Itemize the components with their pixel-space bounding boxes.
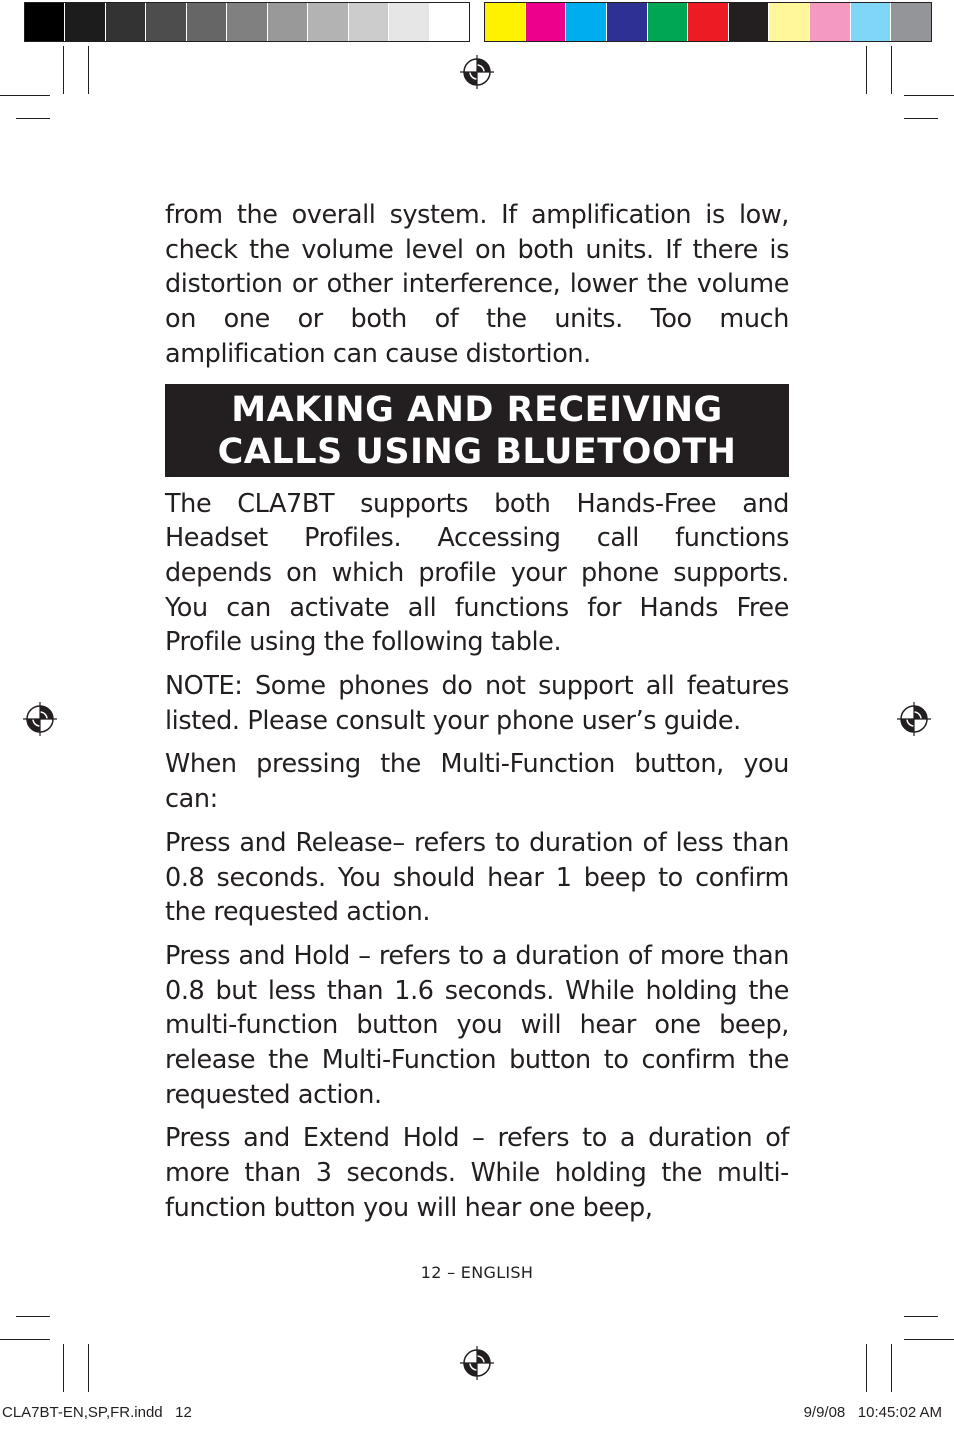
- section-heading: [165, 384, 789, 477]
- process-swatch-2: [526, 3, 567, 41]
- process-swatch-11: [891, 3, 931, 41]
- registration-mark-top-icon: [460, 55, 494, 89]
- registration-mark-right-icon: [897, 702, 931, 736]
- process-swatch-7: [729, 3, 770, 41]
- crop-mark-top-left-horizontal-2: [16, 118, 50, 119]
- crop-mark-bottom-left-vertical-2: [88, 1344, 89, 1392]
- press-release-paragraph: Press and Release– refers to duration of less than 0.8 seconds. You should hear 1 beep to confirm the requested action.: [165, 827, 789, 928]
- process-color-bar: [484, 2, 932, 42]
- section-heading-line-1: MAKING AND RECEIVING: [231, 389, 723, 430]
- process-swatch-3: [566, 3, 607, 41]
- section-heading-line-2: CALLS USING BLUETOOTH: [217, 431, 737, 472]
- process-swatch-5: [648, 3, 689, 41]
- process-swatch-9: [810, 3, 851, 41]
- grayscale-color-bar: [24, 2, 470, 42]
- crop-mark-bottom-left-vertical: [63, 1344, 64, 1392]
- intro-paragraph: from the overall system. If amplification is low, check the volume level on both units. If there is distortion or other interference, lower the volume on one or both of the units. Too much amplification can cause distortion.: [165, 200, 789, 369]
- grayscale-swatch-4: [146, 3, 186, 41]
- grayscale-swatch-7: [268, 3, 308, 41]
- crop-mark-bottom-right-vertical: [866, 1344, 867, 1392]
- process-swatch-1: [485, 3, 526, 41]
- process-swatch-4: [607, 3, 648, 41]
- grayscale-swatch-9: [349, 3, 389, 41]
- crop-mark-top-left-vertical-2: [88, 46, 89, 94]
- press-extend-hold-paragraph: Press and Extend Hold – refers to a duration of more than 3 seconds. While holding the multi-function button you will hear one beep,: [165, 1123, 789, 1223]
- slug-timestamp: 9/9/08 10:45:02 AM: [803, 1404, 942, 1421]
- crop-mark-top-right-horizontal-2: [904, 118, 938, 119]
- crop-mark-top-right-vertical: [866, 46, 867, 94]
- crop-mark-bottom-right-horizontal: [904, 1316, 938, 1317]
- crop-mark-top-right-vertical-2: [891, 46, 892, 94]
- profiles-paragraph: The CLA7BT supports both Hands-Free and Headset Profiles. Accessing call functions depends on which profile your phone supports. You can activate all functions for Hands Free Profile using the following table.: [165, 488, 789, 658]
- process-swatch-6: [688, 3, 729, 41]
- grayscale-swatch-10: [389, 3, 429, 41]
- grayscale-swatch-1: [25, 3, 65, 41]
- process-swatch-8: [769, 3, 810, 41]
- crop-mark-top-left-vertical: [63, 46, 64, 94]
- crop-mark-bottom-left-horizontal: [16, 1316, 50, 1317]
- grayscale-swatch-6: [227, 3, 267, 41]
- grayscale-swatch-8: [308, 3, 348, 41]
- page-number: 12 – ENGLISH: [420, 1263, 534, 1282]
- registration-mark-bottom-icon: [460, 1346, 494, 1380]
- registration-mark-left-icon: [23, 702, 57, 736]
- crop-mark-top-right-horizontal: [904, 95, 954, 96]
- page-content: [165, 198, 789, 1226]
- multi-function-paragraph: When pressing the Multi-Function button, you can:: [165, 749, 789, 815]
- process-swatch-10: [851, 3, 892, 41]
- press-hold-paragraph: Press and Hold – refers to a duration of more than 0.8 but less than 1.6 seconds. While holding the multi-function button you will hear one beep, release the Multi-Function button to confirm the requested action.: [165, 940, 789, 1110]
- grayscale-swatch-2: [65, 3, 105, 41]
- crop-mark-bottom-right-horizontal-2: [904, 1339, 954, 1340]
- crop-mark-bottom-left-horizontal-2: [0, 1339, 50, 1340]
- crop-mark-bottom-right-vertical-2: [891, 1344, 892, 1392]
- grayscale-swatch-3: [106, 3, 146, 41]
- grayscale-swatch-11: [430, 3, 469, 41]
- crop-mark-top-left-horizontal: [0, 95, 50, 96]
- grayscale-swatch-5: [187, 3, 227, 41]
- slug-file-name: CLA7BT-EN,SP,FR.indd 12: [2, 1404, 192, 1421]
- note-paragraph: NOTE: Some phones do not support all features listed. Please consult your phone user’s guide.: [165, 671, 789, 736]
